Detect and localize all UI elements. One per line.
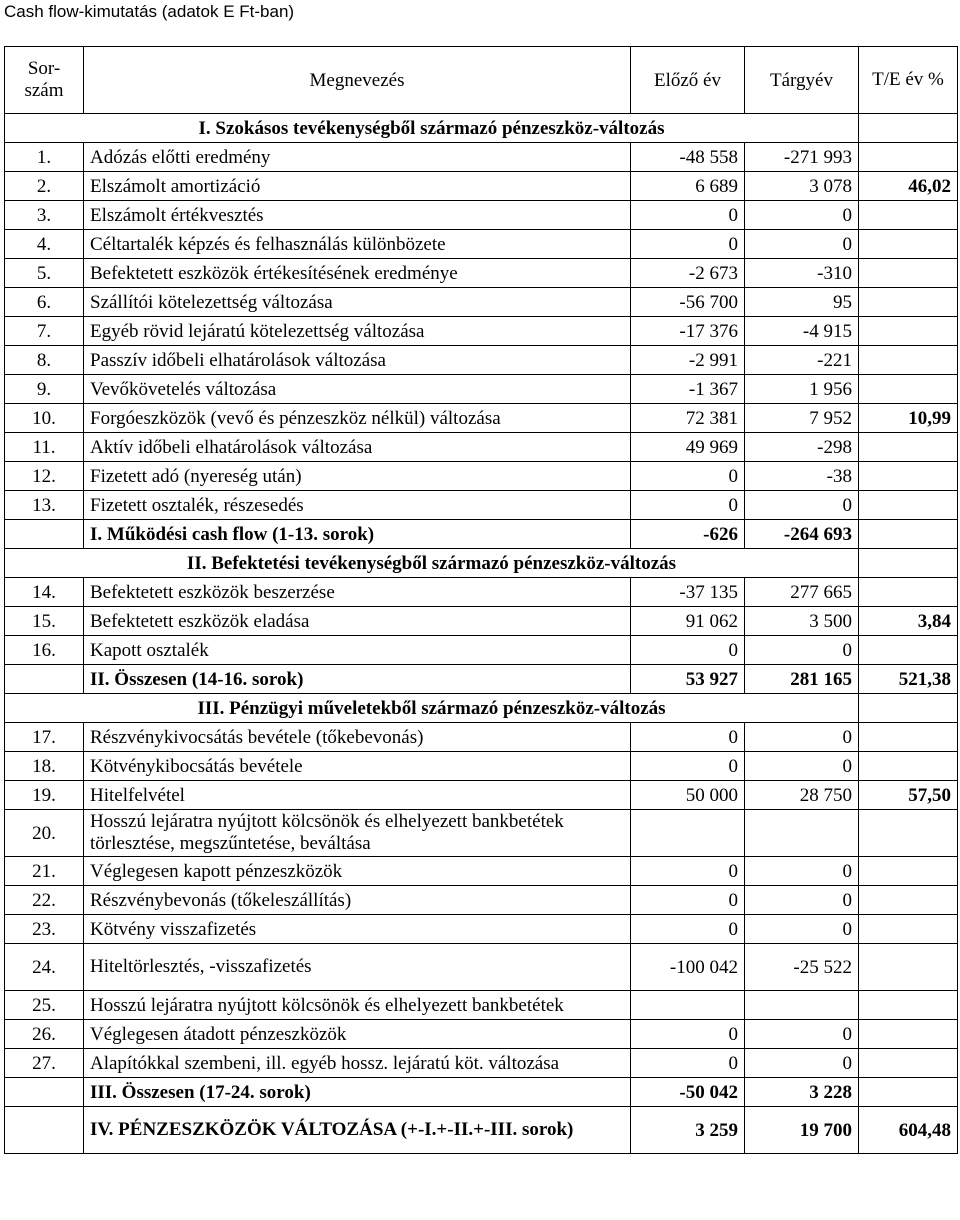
row-current-year: 28 750	[745, 781, 859, 810]
row-prev-year: 0	[631, 462, 745, 491]
row-percent	[859, 1020, 958, 1049]
header-cur: Tárgyév	[745, 47, 859, 114]
row-percent	[859, 578, 958, 607]
table-row	[5, 404, 958, 433]
row-percent	[859, 1049, 958, 1078]
table-row	[5, 857, 958, 886]
row-number: 1.	[5, 143, 84, 172]
row-number: 8.	[5, 346, 84, 375]
row-prev-year: 0	[631, 1049, 745, 1078]
row-current-year: 0	[745, 1020, 859, 1049]
header-name: Megnevezés	[84, 47, 631, 114]
row-name: III. Összesen (17-24. sorok)	[84, 1078, 631, 1107]
section-header-row	[5, 114, 958, 143]
row-prev-year: 0	[631, 1020, 745, 1049]
row-name: IV. PÉNZESZKÖZÖK VÁLTOZÁSA (+-I.+-II.+-III. sorok)	[84, 1107, 631, 1154]
row-number: 17.	[5, 723, 84, 752]
row-percent: 10,99	[859, 404, 958, 433]
row-current-year: 0	[745, 723, 859, 752]
row-percent	[859, 915, 958, 944]
total-row	[5, 665, 958, 694]
row-percent	[859, 810, 958, 857]
row-prev-year: 0	[631, 915, 745, 944]
row-number: 3.	[5, 201, 84, 230]
row-name: Kötvénykibocsátás bevétele	[84, 752, 631, 781]
row-current-year: 0	[745, 915, 859, 944]
row-prev-year: -2 673	[631, 259, 745, 288]
row-number: 5.	[5, 259, 84, 288]
row-name: Részvénybevonás (tőkeleszállítás)	[84, 886, 631, 915]
section-header-row	[5, 694, 958, 723]
header-pct: T/E év %	[859, 47, 958, 114]
table-row	[5, 201, 958, 230]
row-current-year: 0	[745, 230, 859, 259]
table-row	[5, 143, 958, 172]
row-number: 19.	[5, 781, 84, 810]
table-row	[5, 915, 958, 944]
section-pct-cell	[859, 694, 958, 723]
row-prev-year: -626	[631, 520, 745, 549]
row-name: Passzív időbeli elhatárolások változása	[84, 346, 631, 375]
row-prev-year: -37 135	[631, 578, 745, 607]
total-row	[5, 1107, 958, 1154]
table-row	[5, 259, 958, 288]
section-pct-cell	[859, 549, 958, 578]
row-percent	[859, 288, 958, 317]
row-name: Forgóeszközök (vevő és pénzeszköz nélkül) változása	[84, 404, 631, 433]
section-title: III. Pénzügyi műveletekből származó pénzeszköz-változás	[5, 694, 859, 723]
row-percent	[859, 259, 958, 288]
row-percent	[859, 201, 958, 230]
row-name: Véglegesen átadott pénzeszközök	[84, 1020, 631, 1049]
section-header-row	[5, 549, 958, 578]
row-prev-year: -50 042	[631, 1078, 745, 1107]
row-number: 15.	[5, 607, 84, 636]
table-row	[5, 1020, 958, 1049]
section-pct-cell	[859, 114, 958, 143]
row-number: 24.	[5, 944, 84, 991]
row-prev-year: -1 367	[631, 375, 745, 404]
row-percent	[859, 520, 958, 549]
row-number: 9.	[5, 375, 84, 404]
row-name: Befektetett eszközök értékesítésének eredménye	[84, 259, 631, 288]
row-prev-year: 72 381	[631, 404, 745, 433]
row-current-year: 0	[745, 886, 859, 915]
table-row	[5, 886, 958, 915]
total-row	[5, 1078, 958, 1107]
row-name: Befektetett eszközök eladása	[84, 607, 631, 636]
row-prev-year: -56 700	[631, 288, 745, 317]
row-percent	[859, 230, 958, 259]
row-current-year: 0	[745, 857, 859, 886]
header-prev: Előző év	[631, 47, 745, 114]
row-percent	[859, 346, 958, 375]
row-current-year: 3 078	[745, 172, 859, 201]
row-number: 12.	[5, 462, 84, 491]
row-percent	[859, 317, 958, 346]
row-name: Befektetett eszközök beszerzése	[84, 578, 631, 607]
row-number: 10.	[5, 404, 84, 433]
row-current-year: -264 693	[745, 520, 859, 549]
row-name: Hitelfelvétel	[84, 781, 631, 810]
page-title: Cash flow-kimutatás (adatok E Ft-ban)	[4, 2, 295, 21]
row-current-year: 7 952	[745, 404, 859, 433]
row-name: Szállítói kötelezettség változása	[84, 288, 631, 317]
row-prev-year	[631, 991, 745, 1020]
row-current-year: 3 500	[745, 607, 859, 636]
table-header-row	[5, 47, 958, 114]
table-row	[5, 810, 958, 857]
row-current-year: -25 522	[745, 944, 859, 991]
row-prev-year: -17 376	[631, 317, 745, 346]
row-current-year: -38	[745, 462, 859, 491]
table-row	[5, 1049, 958, 1078]
row-prev-year: 0	[631, 636, 745, 665]
row-current-year: 0	[745, 1049, 859, 1078]
row-current-year: 281 165	[745, 665, 859, 694]
table-row	[5, 375, 958, 404]
row-current-year: -310	[745, 259, 859, 288]
row-prev-year: 0	[631, 491, 745, 520]
row-number: 6.	[5, 288, 84, 317]
row-name: Fizetett osztalék, részesedés	[84, 491, 631, 520]
row-number: 23.	[5, 915, 84, 944]
row-percent: 521,38	[859, 665, 958, 694]
total-row	[5, 520, 958, 549]
row-name: Elszámolt amortizáció	[84, 172, 631, 201]
row-percent	[859, 636, 958, 665]
row-percent	[859, 375, 958, 404]
table-row	[5, 752, 958, 781]
row-prev-year: 0	[631, 201, 745, 230]
row-current-year: -271 993	[745, 143, 859, 172]
row-current-year: -221	[745, 346, 859, 375]
row-name: Vevőkövetelés változása	[84, 375, 631, 404]
row-prev-year: -48 558	[631, 143, 745, 172]
table-row	[5, 578, 958, 607]
table-row	[5, 607, 958, 636]
row-percent: 57,50	[859, 781, 958, 810]
row-name: Kötvény visszafizetés	[84, 915, 631, 944]
row-name: Véglegesen kapott pénzeszközök	[84, 857, 631, 886]
table-row	[5, 491, 958, 520]
row-prev-year: -2 991	[631, 346, 745, 375]
row-percent	[859, 886, 958, 915]
row-prev-year: 0	[631, 230, 745, 259]
row-number	[5, 1078, 84, 1107]
row-number: 7.	[5, 317, 84, 346]
row-prev-year: 91 062	[631, 607, 745, 636]
row-percent	[859, 857, 958, 886]
row-current-year: 0	[745, 491, 859, 520]
row-number	[5, 1107, 84, 1154]
row-prev-year: 0	[631, 723, 745, 752]
table-row	[5, 230, 958, 259]
section-title: I. Szokásos tevékenységből származó pénzeszköz-változás	[5, 114, 859, 143]
row-name: II. Összesen (14-16. sorok)	[84, 665, 631, 694]
row-prev-year: 49 969	[631, 433, 745, 462]
table-row	[5, 346, 958, 375]
row-number: 16.	[5, 636, 84, 665]
row-name: Céltartalék képzés és felhasználás különbözete	[84, 230, 631, 259]
row-current-year: 277 665	[745, 578, 859, 607]
row-percent: 3,84	[859, 607, 958, 636]
row-percent	[859, 944, 958, 991]
row-percent	[859, 433, 958, 462]
row-prev-year: 0	[631, 886, 745, 915]
row-prev-year: 6 689	[631, 172, 745, 201]
table-row	[5, 944, 958, 991]
row-percent: 46,02	[859, 172, 958, 201]
row-current-year: -4 915	[745, 317, 859, 346]
row-name: Hiteltörlesztés, -visszafizetés	[84, 944, 631, 991]
row-name: Hosszú lejáratra nyújtott kölcsönök és elhelyezett bankbetétek	[84, 991, 631, 1020]
row-name: I. Működési cash flow (1-13. sorok)	[84, 520, 631, 549]
table-row	[5, 636, 958, 665]
row-name: Alapítókkal szembeni, ill. egyéb hossz. lejáratú köt. változása	[84, 1049, 631, 1078]
row-number: 21.	[5, 857, 84, 886]
row-number	[5, 520, 84, 549]
row-prev-year: 3 259	[631, 1107, 745, 1154]
row-name: Fizetett adó (nyereség után)	[84, 462, 631, 491]
row-percent	[859, 991, 958, 1020]
row-number: 25.	[5, 991, 84, 1020]
row-name: Aktív időbeli elhatárolások változása	[84, 433, 631, 462]
table-row	[5, 462, 958, 491]
row-number: 18.	[5, 752, 84, 781]
table-row	[5, 317, 958, 346]
row-number: 4.	[5, 230, 84, 259]
row-current-year: -298	[745, 433, 859, 462]
row-number: 20.	[5, 810, 84, 857]
table-row	[5, 723, 958, 752]
row-name: Egyéb rövid lejáratú kötelezettség változása	[84, 317, 631, 346]
row-current-year: 0	[745, 752, 859, 781]
row-percent	[859, 752, 958, 781]
row-name: Hosszú lejáratra nyújtott kölcsönök és elhelyezett bankbetétek törlesztése, megszűntetése, beváltása	[84, 810, 631, 857]
row-prev-year	[631, 810, 745, 857]
row-number: 2.	[5, 172, 84, 201]
row-current-year: 95	[745, 288, 859, 317]
row-current-year: 3 228	[745, 1078, 859, 1107]
row-prev-year: 53 927	[631, 665, 745, 694]
row-name: Részvénykivocsátás bevétele (tőkebevonás)	[84, 723, 631, 752]
row-percent	[859, 462, 958, 491]
row-current-year: 19 700	[745, 1107, 859, 1154]
row-number: 26.	[5, 1020, 84, 1049]
row-prev-year: -100 042	[631, 944, 745, 991]
row-current-year	[745, 991, 859, 1020]
row-number: 14.	[5, 578, 84, 607]
table-row	[5, 288, 958, 317]
row-number: 11.	[5, 433, 84, 462]
row-percent	[859, 1078, 958, 1107]
row-name: Adózás előtti eredmény	[84, 143, 631, 172]
row-percent	[859, 723, 958, 752]
table-row	[5, 781, 958, 810]
row-name: Elszámolt értékvesztés	[84, 201, 631, 230]
cash-flow-table	[4, 46, 958, 1154]
row-current-year: 0	[745, 201, 859, 230]
header-no: Sor-szám	[5, 47, 84, 114]
row-number: 22.	[5, 886, 84, 915]
row-number: 13.	[5, 491, 84, 520]
row-number	[5, 665, 84, 694]
row-current-year: 0	[745, 636, 859, 665]
row-percent	[859, 491, 958, 520]
row-percent: 604,48	[859, 1107, 958, 1154]
row-percent	[859, 143, 958, 172]
table-row	[5, 172, 958, 201]
section-title: II. Befektetési tevékenységből származó pénzeszköz-változás	[5, 549, 859, 578]
row-prev-year: 50 000	[631, 781, 745, 810]
row-prev-year: 0	[631, 752, 745, 781]
row-prev-year: 0	[631, 857, 745, 886]
table-row	[5, 433, 958, 462]
row-number: 27.	[5, 1049, 84, 1078]
row-name: Kapott osztalék	[84, 636, 631, 665]
row-current-year	[745, 810, 859, 857]
table-row	[5, 991, 958, 1020]
row-current-year: 1 956	[745, 375, 859, 404]
